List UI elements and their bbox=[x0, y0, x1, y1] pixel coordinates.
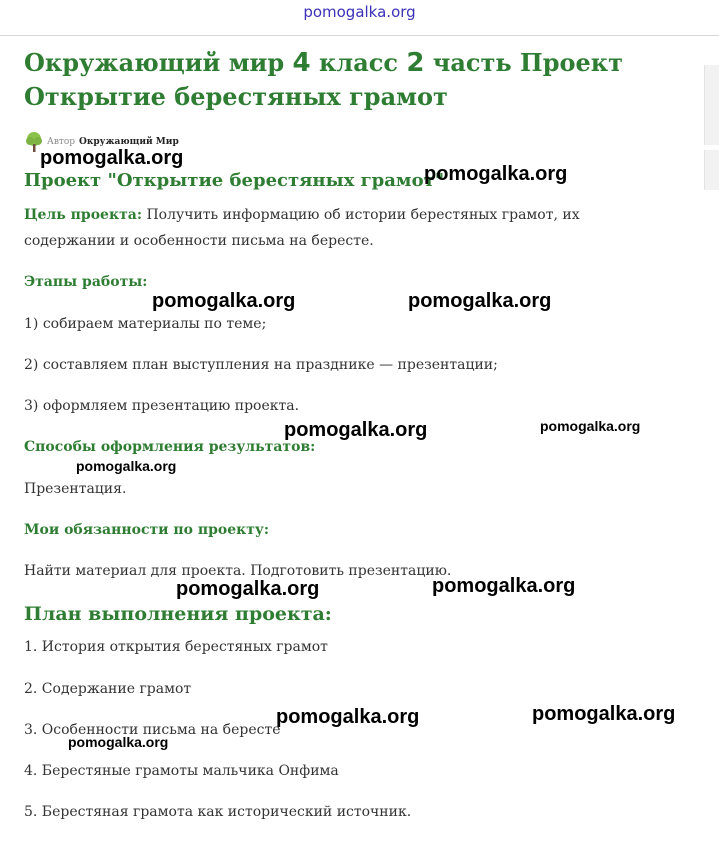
stage-item: 1) собираем материалы по теме; bbox=[24, 316, 267, 332]
plan-item: 1. История открытия берестяных грамот bbox=[24, 639, 328, 655]
stage-item: 2) составляем план выступления на празднике — презентации; bbox=[24, 357, 498, 373]
site-header-link[interactable]: pomogalka.org bbox=[303, 3, 416, 21]
stages-label: Этапы работы: bbox=[24, 274, 148, 290]
watermark: pomogalka.org bbox=[284, 419, 428, 441]
title-text-2: класс bbox=[310, 48, 407, 77]
watermark: pomogalka.org bbox=[76, 458, 177, 474]
results-text: Презентация. bbox=[24, 481, 127, 497]
author-prefix: Автор bbox=[47, 137, 76, 147]
plan-item: 4. Берестяные грамоты мальчика Онфима bbox=[24, 763, 339, 779]
watermark: pomogalka.org bbox=[176, 578, 320, 600]
sidebar-edge-panel bbox=[704, 65, 719, 145]
plan-item: 2. Содержание грамот bbox=[24, 681, 192, 697]
title-part-number: 2 bbox=[406, 48, 425, 78]
watermark: pomogalka.org bbox=[540, 418, 641, 434]
goal-label: Цель проекта: bbox=[24, 207, 142, 223]
title-grade-number: 4 bbox=[292, 48, 311, 78]
watermark: pomogalka.org bbox=[532, 703, 676, 725]
plan-heading: План выполнения проекта: bbox=[24, 603, 332, 625]
watermark: pomogalka.org bbox=[276, 706, 420, 728]
watermark: pomogalka.org bbox=[432, 575, 576, 597]
plan-item: 5. Берестяная грамота как исторический источник. bbox=[24, 804, 412, 820]
title-text-3: часть Проект Открытие берестяных грамот bbox=[24, 48, 623, 111]
author-name-link[interactable]: Окружающий Мир bbox=[79, 137, 179, 147]
duties-text: Найти материал для проекта. Подготовить презентацию. bbox=[24, 563, 452, 579]
goal-text: Получить информацию об истории берестяных грамот, их содержании и особенности письма на бересте. bbox=[24, 207, 580, 249]
watermark: pomogalka.org bbox=[40, 147, 184, 169]
article-title bbox=[24, 46, 694, 114]
goal-paragraph bbox=[24, 202, 674, 254]
sidebar-edge-panel-lower bbox=[704, 150, 719, 190]
project-heading: Проект "Открытие берестяных грамот" bbox=[24, 170, 445, 191]
watermark: pomogalka.org bbox=[424, 163, 568, 185]
watermark: pomogalka.org bbox=[152, 290, 296, 312]
watermark: pomogalka.org bbox=[68, 734, 169, 750]
results-label: Способы оформления результатов: bbox=[24, 439, 316, 455]
header-divider bbox=[0, 35, 719, 36]
duties-label: Мои обязанности по проекту: bbox=[24, 522, 270, 538]
title-text-1: Окружающий мир bbox=[24, 48, 293, 77]
stage-item: 3) оформляем презентацию проекта. bbox=[24, 398, 300, 414]
plan-item: 3. Особенности письма на бересте bbox=[24, 722, 281, 738]
watermark: pomogalka.org bbox=[408, 290, 552, 312]
